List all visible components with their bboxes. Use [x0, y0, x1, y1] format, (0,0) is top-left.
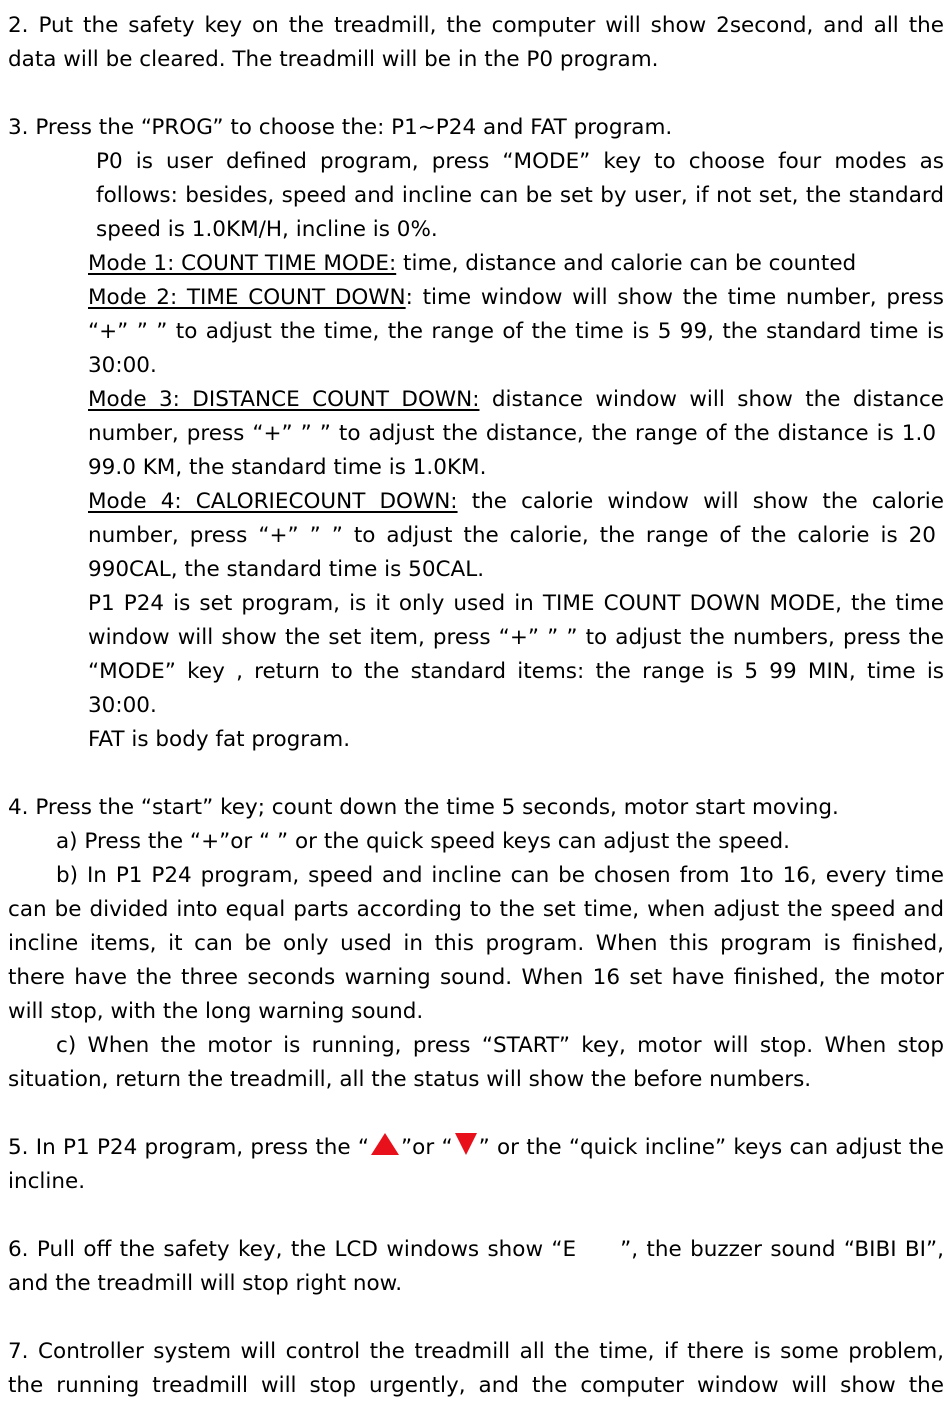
section-5-part-1: 5. In P1 P24 program, press the “: [8, 1135, 370, 1160]
section-4-a: a) Press the “+”or “ ” or the quick speed keys can adjust the speed.: [56, 829, 791, 854]
p1-line-4: 30:00.: [88, 693, 157, 718]
mode-1-text: time, distance and calorie can be counted: [396, 251, 857, 276]
mode-3-line-2: number, press “+” ” ” to adjust the distance, the range of the distance is 1.0: [88, 421, 936, 446]
mode-3-line-1: [88, 383, 944, 417]
mode-4-text: the calorie window will show the calorie: [457, 489, 944, 514]
section-4-b-line-4: there have the three seconds warning sound. When 16 set have finished, the motor: [8, 965, 944, 990]
p1-line-1: P1 P24 is set program, is it only used in TIME COUNT DOWN MODE, the time: [88, 591, 944, 616]
section-5-line-1: [8, 1131, 944, 1165]
p0-line-3: speed is 1.0KM/H, incline is 0%.: [96, 217, 438, 242]
section-2-line-2: data will be cleared. The treadmill will be in the P0 program.: [8, 47, 659, 72]
mode-4-line-2: number, press “+” ” ” to adjust the calorie, the range of the calorie is 20: [88, 523, 936, 548]
section-4-c-line-2: situation, return the treadmill, all the status will show the before numbers.: [8, 1067, 812, 1092]
section-3-heading: 3. Press the “PROG” to choose the: P1~P24 and FAT program.: [8, 115, 673, 140]
mode-1-title: Mode 1: COUNT TIME MODE:: [88, 251, 397, 276]
section-4-b-line-3: incline items, it can be only used in this program. When this program is finished,: [8, 931, 944, 956]
mode-2-title: Mode 2: TIME COUNT DOWN: [88, 285, 406, 310]
section-5-part-3: ” or the “quick incline” keys can adjust the: [478, 1135, 945, 1160]
section-6-line-1: [8, 1233, 944, 1267]
p1-line-3: “MODE” key , return to the standard items: the range is 5 99 MIN, time is: [88, 659, 944, 684]
section-4-b-line-1: b) In P1 P24 program, speed and incline can be chosen from 1to 16, every time: [56, 863, 944, 888]
section-4-heading: 4. Press the “start” key; count down the time 5 seconds, motor start moving.: [8, 795, 839, 820]
red-down-triangle-icon: [454, 1132, 478, 1156]
section-7-line-1: 7. Controller system will control the treadmill all the time, if there is some problem,: [8, 1339, 944, 1364]
mode-2-line-2: “+” ” ” to adjust the time, the range of the time is 5 99, the standard time is: [88, 319, 944, 344]
section-4-c-line-1: c) When the motor is running, press “START” key, motor will stop. When stop: [56, 1033, 944, 1058]
mode-2-line-1: [88, 281, 944, 315]
p1-line-2: window will show the set item, press “+” ” ” to adjust the numbers, press the: [88, 625, 944, 650]
section-6-part-2: ”, the buzzer sound “BIBI BI”,: [620, 1237, 944, 1262]
section-6-part-1: 6. Pull off the safety key, the LCD windows show “E: [8, 1237, 577, 1262]
mode-2-text: : time window will show the time number, press: [405, 285, 944, 310]
mode-1-line: [88, 247, 856, 281]
section-5-line-2: incline.: [8, 1169, 86, 1194]
mode-3-line-3: 99.0 KM, the standard time is 1.0KM.: [88, 455, 487, 480]
fat-line: FAT is body fat program.: [88, 727, 351, 752]
section-4-b-line-5: will stop, with the long warning sound.: [8, 999, 424, 1024]
section-7-line-2: the running treadmill will stop urgently, and the computer window will show the: [8, 1373, 944, 1398]
mode-3-title: Mode 3: DISTANCE COUNT DOWN:: [88, 387, 480, 412]
mode-3-text: distance window will show the distance: [479, 387, 945, 412]
red-up-triangle-icon: [370, 1132, 400, 1156]
section-6-line-2: and the treadmill will stop right now.: [8, 1271, 403, 1296]
section-5-part-2: ”or “: [401, 1135, 453, 1160]
section-2-line-1: 2. Put the safety key on the treadmill, the computer will show 2second, and all the: [8, 13, 944, 38]
p0-line-1: P0 is user defined program, press “MODE” key to choose four modes as: [96, 149, 944, 174]
section-4-b-line-2: can be divided into equal parts according to the set time, when adjust the speed and: [8, 897, 944, 922]
mode-4-line-3: 990CAL, the standard time is 50CAL.: [88, 557, 485, 582]
mode-2-line-3: 30:00.: [88, 353, 157, 378]
p0-line-2: follows: besides, speed and incline can be set by user, if not set, the standard: [96, 183, 944, 208]
mode-4-title: Mode 4: CALORIECOUNT DOWN:: [88, 489, 458, 514]
mode-4-line-1: [88, 485, 944, 519]
